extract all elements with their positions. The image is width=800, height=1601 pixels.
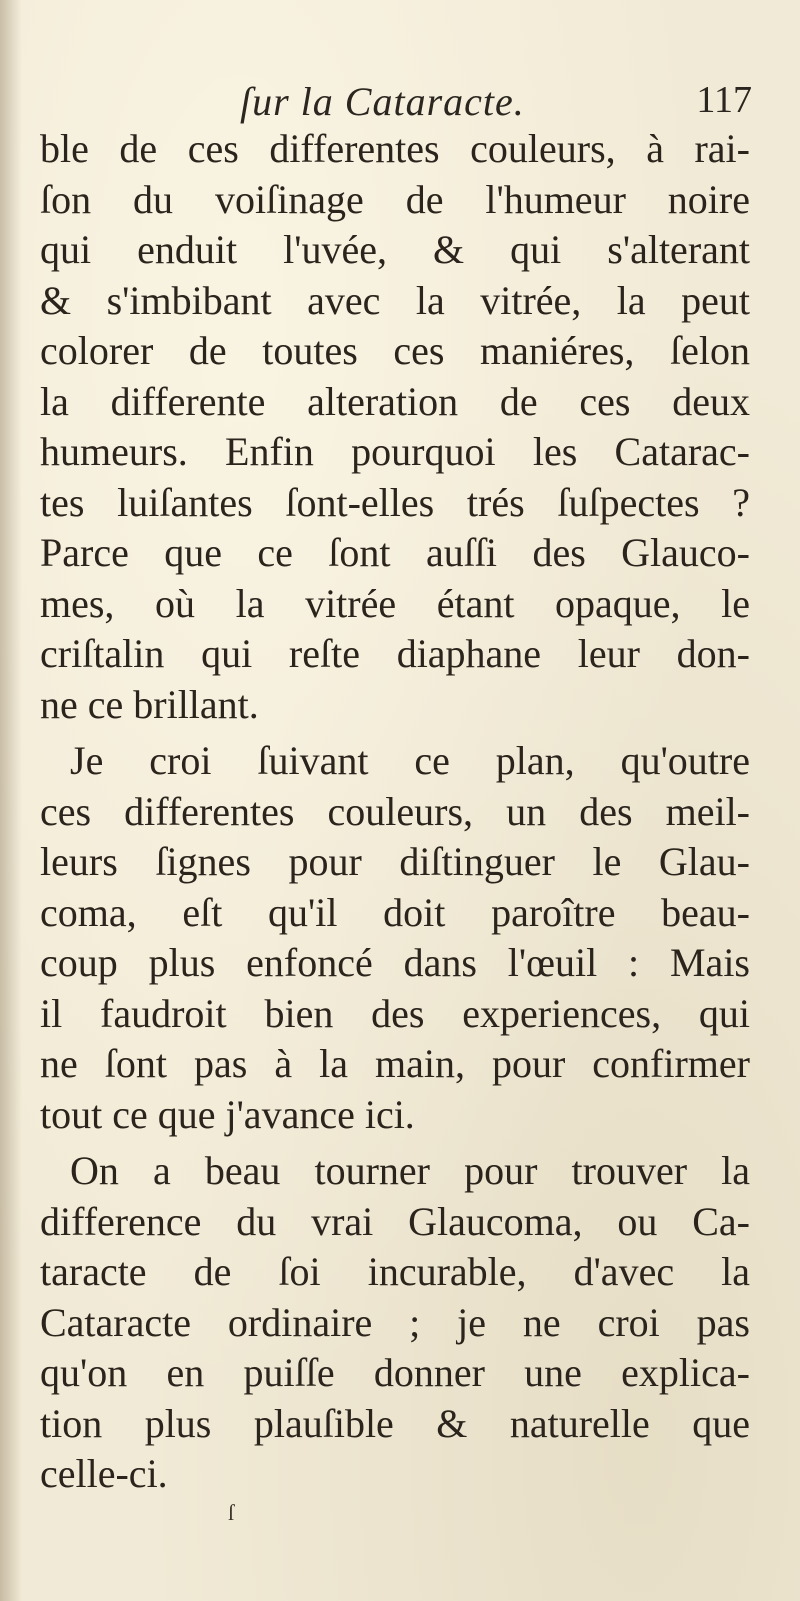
- running-head: ſur la Cataracte.: [240, 79, 525, 124]
- text-line: tout ce que j'avance ici.: [40, 1091, 415, 1137]
- page-number: 117: [696, 79, 752, 121]
- text-line: ne ſont pas à la main, pour confirmer: [40, 1041, 750, 1086]
- text-line: celle-ci.: [40, 1451, 168, 1496]
- text-line: criſtalin qui reſte diaphane leur don-: [40, 631, 750, 676]
- text-line: qui enduit l'uvée, & qui s'alterant: [40, 227, 750, 272]
- text-line: difference du vrai Glaucoma, ou Ca-: [40, 1198, 750, 1244]
- text-line: mes, où la vitrée étant opaque, le: [40, 580, 750, 626]
- text-line: & s'imbibant avec la vitrée, la peut: [40, 277, 750, 323]
- page-header: [0, 70, 800, 130]
- text-line: Je croi ſuivant ce plan, qu'outre: [70, 738, 750, 783]
- text-line: la differente alteration de ces deux: [40, 378, 750, 424]
- text-line: leurs ſignes pour diſtinguer le Glau-: [40, 839, 750, 884]
- text-line: Cataracte ordinaire ; je ne croi pas: [40, 1299, 750, 1345]
- signature-mark: ſ: [228, 1500, 235, 1525]
- text-line: coup plus enfoncé dans l'œuil : Mais: [40, 940, 750, 985]
- text-line: On a beau tourner pour trouver la: [70, 1148, 750, 1193]
- text-line: il faudroit bien des experiences, qui: [40, 990, 750, 1036]
- text-line: Parce que ce ſont auſſi des Glauco-: [40, 530, 750, 575]
- text-line: ne ce brillant.: [40, 681, 259, 727]
- text-line: humeurs. Enfin pourquoi les Catarac-: [40, 429, 750, 474]
- paragraph-2: [40, 736, 750, 1140]
- text-line: colorer de toutes ces maniéres, ſelon: [40, 328, 750, 373]
- gutter-shadow: [0, 0, 22, 1601]
- text-line: coma, eſt qu'il doit paroître beau-: [40, 889, 750, 935]
- paragraph-1: [40, 124, 750, 730]
- text-line: tion plus plauſible & naturelle que: [40, 1400, 750, 1446]
- body-text: [40, 124, 750, 1500]
- text-line: ces differentes couleurs, un des meil-: [40, 788, 750, 834]
- text-line: tes luiſantes ſont-elles trés ſuſpectes ?: [40, 479, 750, 525]
- paragraph-3: [40, 1146, 750, 1500]
- text-line: taracte de ſoi incurable, d'avec la: [40, 1249, 750, 1294]
- text-line: ſon du voiſinage de l'humeur noire: [40, 176, 750, 222]
- text-line: qu'on en puiſſe donner une explica-: [40, 1350, 750, 1395]
- text-line: ble de ces differentes couleurs, à rai-: [40, 126, 750, 171]
